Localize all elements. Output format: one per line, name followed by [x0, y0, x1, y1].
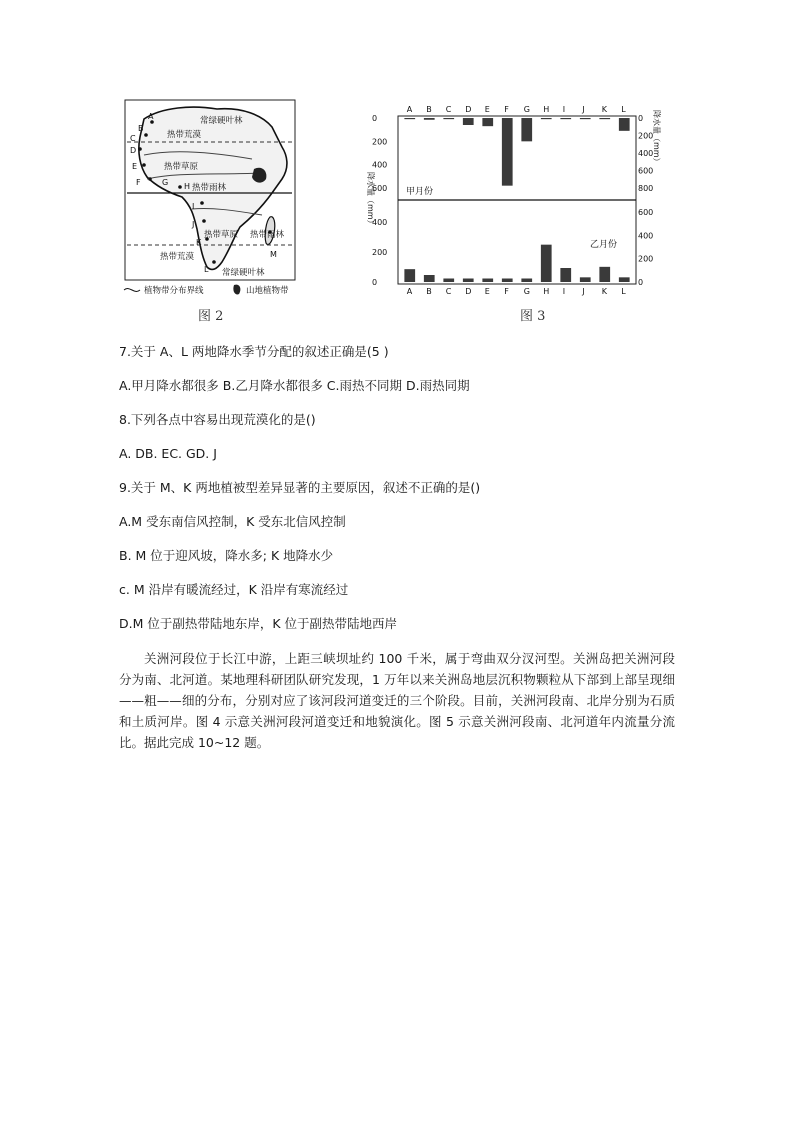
left-axis-title: 降水量（mm）: [366, 172, 375, 228]
bottom-right-tick-label: 600: [638, 208, 654, 217]
category-label-top: F: [504, 105, 509, 114]
bar-bottom: [463, 279, 474, 283]
left-tick-label: 200: [372, 137, 388, 147]
question-9-option-b: B. M 位于迎风坡，降水多; K 地降水少: [119, 548, 334, 563]
left-tick-label: 600: [372, 184, 388, 193]
category-label-bottom: L: [621, 287, 626, 296]
category-label-top: J: [582, 105, 585, 114]
zone-label: 热带荒漠: [167, 130, 202, 140]
bottom-right-tick-label: 0: [638, 278, 644, 287]
right-axis-title: 降水量（mm）: [652, 110, 661, 166]
legend-highland: 山地植物带: [246, 286, 289, 296]
left-tick-label: 0: [372, 114, 378, 123]
question-7-options: A.甲月降水都很多 B.乙月降水都很多 C.雨热不同期 D.雨热同期: [119, 378, 470, 393]
right-tick-label: 0: [638, 114, 644, 123]
map-letter: D: [130, 146, 137, 155]
category-label-bottom: K: [601, 287, 607, 296]
bar-top: [619, 118, 630, 131]
zone-label: 热带草原: [164, 162, 199, 172]
bottom-left-tick-label: 200: [372, 248, 388, 257]
bar-top: [443, 118, 454, 119]
category-label-top: D: [465, 105, 472, 114]
zone-label: 常绿硬叶林: [200, 116, 243, 126]
bar-top: [463, 118, 474, 125]
map-letter: H: [184, 182, 191, 191]
bar-bottom: [580, 277, 591, 282]
figure-2-map: [122, 97, 298, 297]
question-9-option-c: c. M 沿岸有暖流经过，K 沿岸有寒流经过: [119, 582, 349, 597]
map-letter: L: [204, 265, 209, 274]
category-label-top: E: [484, 105, 490, 114]
bar-top: [424, 118, 435, 120]
figure-3-caption: 图 3: [520, 309, 546, 324]
map-letter: M: [270, 250, 277, 259]
bar-top: [521, 118, 532, 141]
question-9: 9.关于 M、K 两地植被型差异显著的主要原因，叙述不正确的是(): [119, 480, 481, 495]
bottom-right-tick-label: 200: [638, 254, 654, 264]
category-label-bottom: G: [523, 287, 530, 296]
question-9-option-a: A.M 受东南信风控制，K 受东北信风控制: [119, 514, 346, 529]
reading-passage: 关洲河段位于长江中游，上距三峡坝址约 100 千米，属于弯曲双分汊河型。关洲岛把关洲河段分为南、北河道。某地理科研团队研究发现，1 万年以来关洲岛地层沉积物颗粒从下部到上部呈现细——粗——细的分布，分别对应了该河段河道变迁的三个阶段。目前，关洲河段南、北岸分别为石质和土质河岸。图 4 示意关洲河段河道变迁和地貌演化。图 5 示意关洲河段南、北河道年内流量分流比。据此完成 10~12 题。: [119, 651, 675, 750]
question-7: 7.关于 A、L 两地降水季节分配的叙述正确是(5 ): [119, 344, 389, 359]
map-letter: G: [162, 178, 169, 187]
question-8-options: A. DB. EC. GD. J: [119, 446, 217, 461]
top-series-label: 甲月份: [406, 187, 434, 197]
right-tick-label: 600: [638, 166, 654, 176]
bar-top: [404, 118, 415, 119]
right-tick-label: 200: [638, 131, 654, 141]
zone-label: 热带雨林: [250, 230, 285, 240]
bar-top: [502, 118, 513, 186]
figure-2-caption: 图 2: [198, 309, 224, 324]
category-label-bottom: C: [445, 287, 452, 296]
map-letter: I: [192, 202, 195, 211]
category-label-top: G: [523, 105, 530, 114]
category-label-top: A: [406, 105, 413, 114]
map-letter: E: [132, 162, 138, 171]
africa-map-svg: [122, 97, 298, 297]
bar-bottom: [404, 269, 415, 282]
category-label-bottom: J: [582, 287, 585, 296]
category-label-bottom: D: [465, 287, 472, 296]
category-label-top: H: [543, 105, 550, 114]
zone-label: 热带荒漠: [160, 252, 195, 262]
map-letter: B: [138, 124, 144, 133]
category-label-bottom: I: [562, 287, 566, 296]
bottom-left-tick-label: 400: [372, 218, 388, 227]
zone-label: 常绿硬叶林: [222, 268, 265, 278]
category-label-bottom: F: [504, 287, 509, 296]
category-label-top: L: [621, 105, 626, 114]
bar-bottom: [521, 279, 532, 283]
figure-3-chart: [360, 100, 660, 300]
bar-top: [599, 118, 610, 119]
bottom-right-tick-label: 400: [638, 231, 654, 241]
bar-bottom: [560, 268, 571, 282]
question-8: 8.下列各点中容易出现荒漠化的是(): [119, 412, 316, 427]
bar-bottom: [443, 279, 454, 283]
question-9-option-d: D.M 位于副热带陆地东岸，K 位于副热带陆地西岸: [119, 616, 398, 631]
bar-bottom: [541, 245, 552, 282]
map-letter: C: [130, 134, 136, 143]
zone-label: 热带雨林: [192, 183, 227, 193]
precipitation-chart-svg: [360, 100, 660, 300]
map-letter: F: [136, 178, 141, 187]
map-letter: A: [148, 112, 154, 121]
category-label-bottom: A: [406, 287, 413, 296]
bar-top: [560, 118, 571, 119]
bottom-series-label: 乙月份: [590, 240, 618, 250]
category-label-top: I: [562, 105, 566, 114]
bar-top: [580, 118, 591, 119]
bar-top: [541, 118, 552, 119]
bar-bottom: [599, 267, 610, 282]
bar-bottom: [482, 279, 493, 283]
category-label-bottom: E: [484, 287, 490, 296]
right-tick-label: 400: [638, 149, 654, 158]
category-label-top: C: [445, 105, 452, 114]
category-label-top: B: [426, 105, 432, 114]
category-label-bottom: B: [426, 287, 432, 296]
map-letter: J: [192, 220, 195, 229]
bar-bottom: [424, 275, 435, 282]
left-tick-label: 400: [372, 160, 388, 170]
zone-label: 热带草原: [204, 230, 239, 240]
bar-bottom: [619, 277, 630, 282]
right-tick-label: 800: [638, 184, 654, 193]
map-letter: K: [196, 238, 202, 247]
bar-bottom: [502, 279, 513, 283]
legend-boundary: 植物带分布界线: [144, 286, 204, 296]
bar-top: [482, 118, 493, 126]
bottom-left-tick-label: 0: [372, 278, 378, 287]
category-label-top: K: [601, 105, 607, 114]
category-label-bottom: H: [543, 287, 550, 296]
